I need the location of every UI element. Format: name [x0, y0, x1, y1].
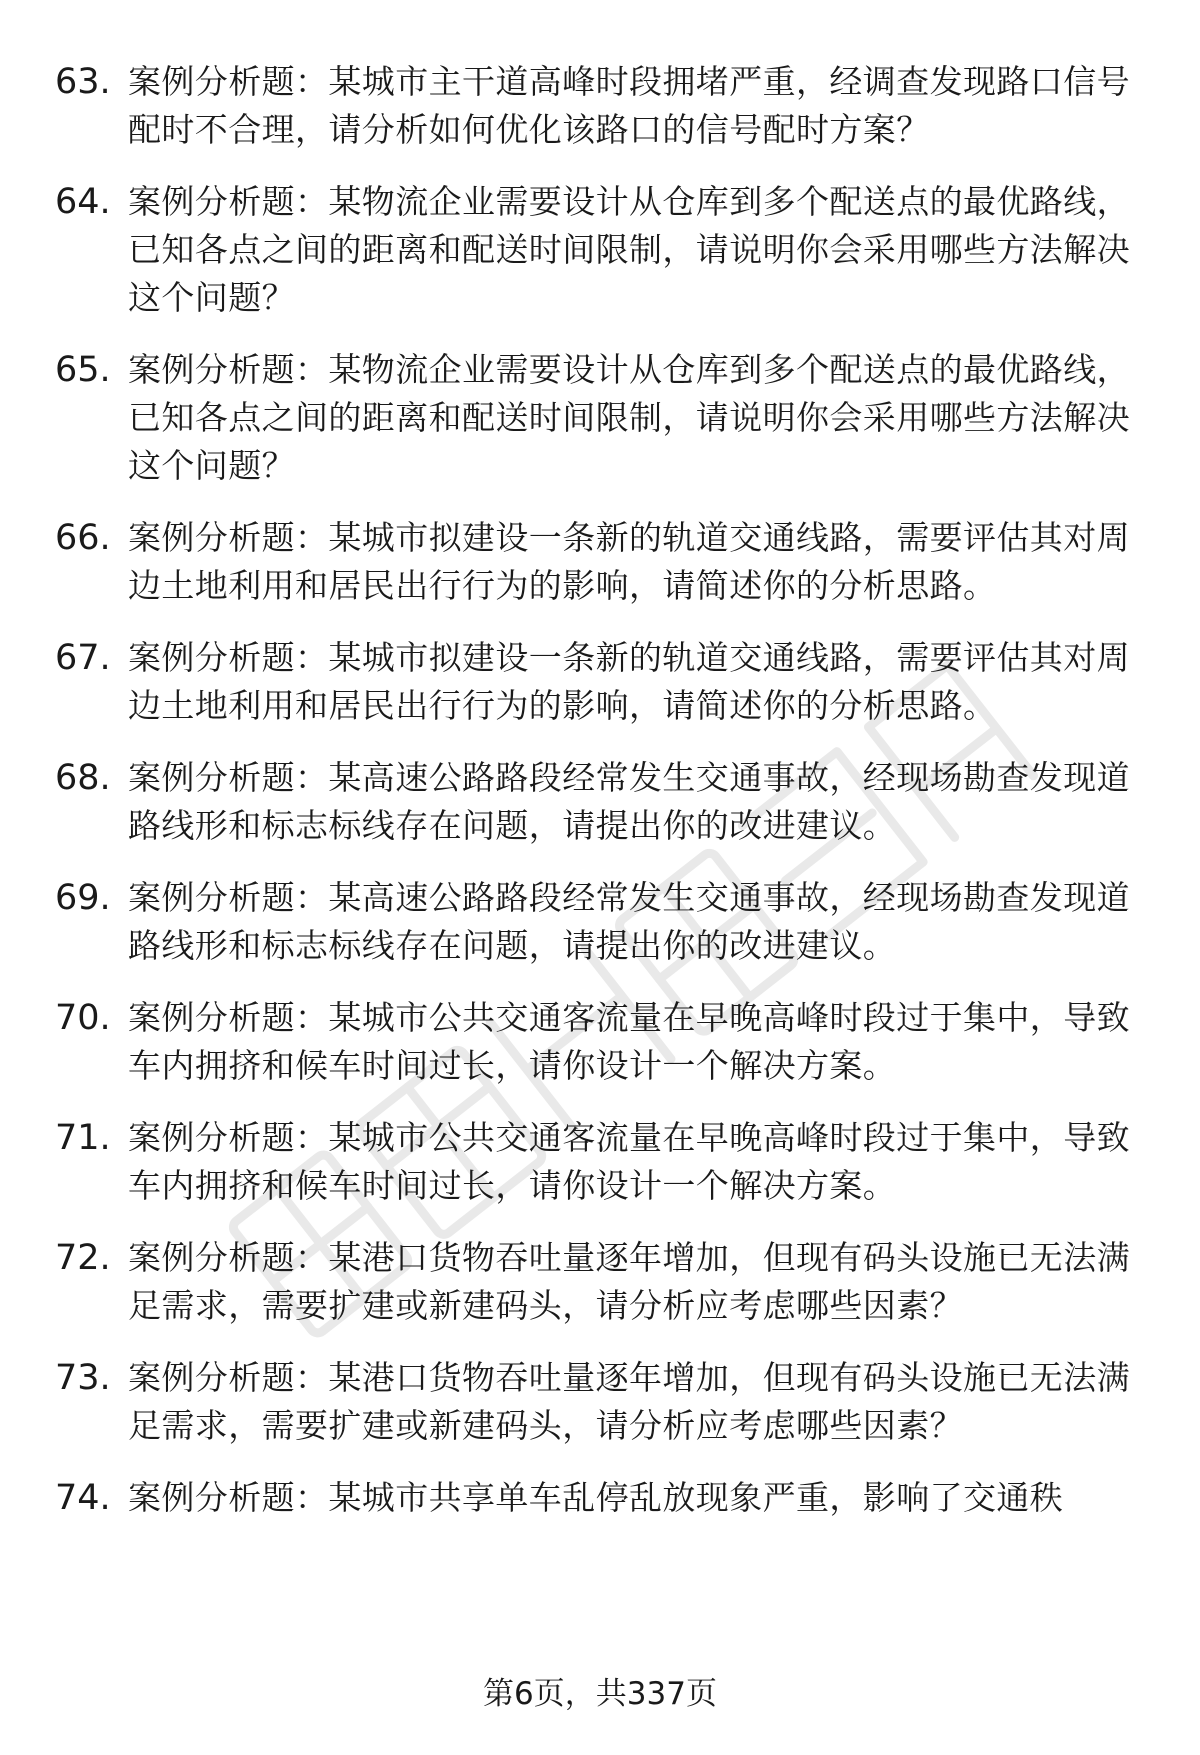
question-text: 案例分析题：某高速公路路段经常发生交通事故，经现场勘查发现道路线形和标志标线存在问题，请提出你的改进建议。: [128, 758, 1130, 845]
question-number: 72.: [55, 1238, 111, 1278]
question-text: 案例分析题：某城市主干道高峰时段拥堵严重，经调查发现路口信号配时不合理，请分析如何优化该路口的信号配时方案？: [128, 62, 1130, 149]
list-item: [55, 58, 1145, 154]
list-item: [55, 994, 1145, 1090]
list-item: [55, 634, 1145, 730]
question-number: 66.: [55, 518, 111, 558]
list-item: [55, 1354, 1145, 1450]
question-text: 案例分析题：某城市公共交通客流量在早晚高峰时段过于集中，导致车内拥挤和候车时间过长，请你设计一个解决方案。: [128, 998, 1130, 1085]
question-number: 74.: [55, 1478, 111, 1518]
list-item: [55, 514, 1145, 610]
list-item: [55, 346, 1145, 490]
question-text: 案例分析题：某港口货物吞吐量逐年增加，但现有码头设施已无法满足需求，需要扩建或新建码头，请分析应考虑哪些因素？: [128, 1238, 1130, 1325]
question-number: 70.: [55, 998, 111, 1038]
question-text: 案例分析题：某城市共享单车乱停乱放现象严重，影响了交通秩: [128, 1478, 1064, 1517]
list-item: [55, 178, 1145, 322]
question-number: 73.: [55, 1358, 111, 1398]
question-number: 69.: [55, 878, 111, 918]
question-text: 案例分析题：某港口货物吞吐量逐年增加，但现有码头设施已无法满足需求，需要扩建或新建码头，请分析应考虑哪些因素？: [128, 1358, 1130, 1445]
question-number: 67.: [55, 638, 111, 678]
question-text: 案例分析题：某城市拟建设一条新的轨道交通线路，需要评估其对周边土地利用和居民出行行为的影响，请简述你的分析思路。: [128, 638, 1130, 725]
list-item: [55, 1114, 1145, 1210]
question-text: 案例分析题：某城市公共交通客流量在早晚高峰时段过于集中，导致车内拥挤和候车时间过长，请你设计一个解决方案。: [128, 1118, 1130, 1205]
question-number: 63.: [55, 62, 111, 102]
question-text: 案例分析题：某物流企业需要设计从仓库到多个配送点的最优路线，已知各点之间的距离和配送时间限制，请说明你会采用哪些方法解决这个问题？: [128, 350, 1130, 485]
question-text: 案例分析题：某城市拟建设一条新的轨道交通线路，需要评估其对周边土地利用和居民出行行为的影响，请简述你的分析思路。: [128, 518, 1130, 605]
question-list: [55, 58, 1145, 1546]
question-number: 65.: [55, 350, 111, 390]
question-number: 68.: [55, 758, 111, 798]
question-number: 64.: [55, 182, 111, 222]
question-text: 案例分析题：某高速公路路段经常发生交通事故，经现场勘查发现道路线形和标志标线存在问题，请提出你的改进建议。: [128, 878, 1130, 965]
list-item: [55, 1474, 1145, 1522]
list-item: [55, 754, 1145, 850]
question-text: 案例分析题：某物流企业需要设计从仓库到多个配送点的最优路线，已知各点之间的距离和配送时间限制，请说明你会采用哪些方法解决这个问题？: [128, 182, 1130, 317]
page-footer: 第6页，共337页: [483, 1676, 717, 1712]
list-item: [55, 1234, 1145, 1330]
list-item: [55, 874, 1145, 970]
question-number: 71.: [55, 1118, 111, 1158]
